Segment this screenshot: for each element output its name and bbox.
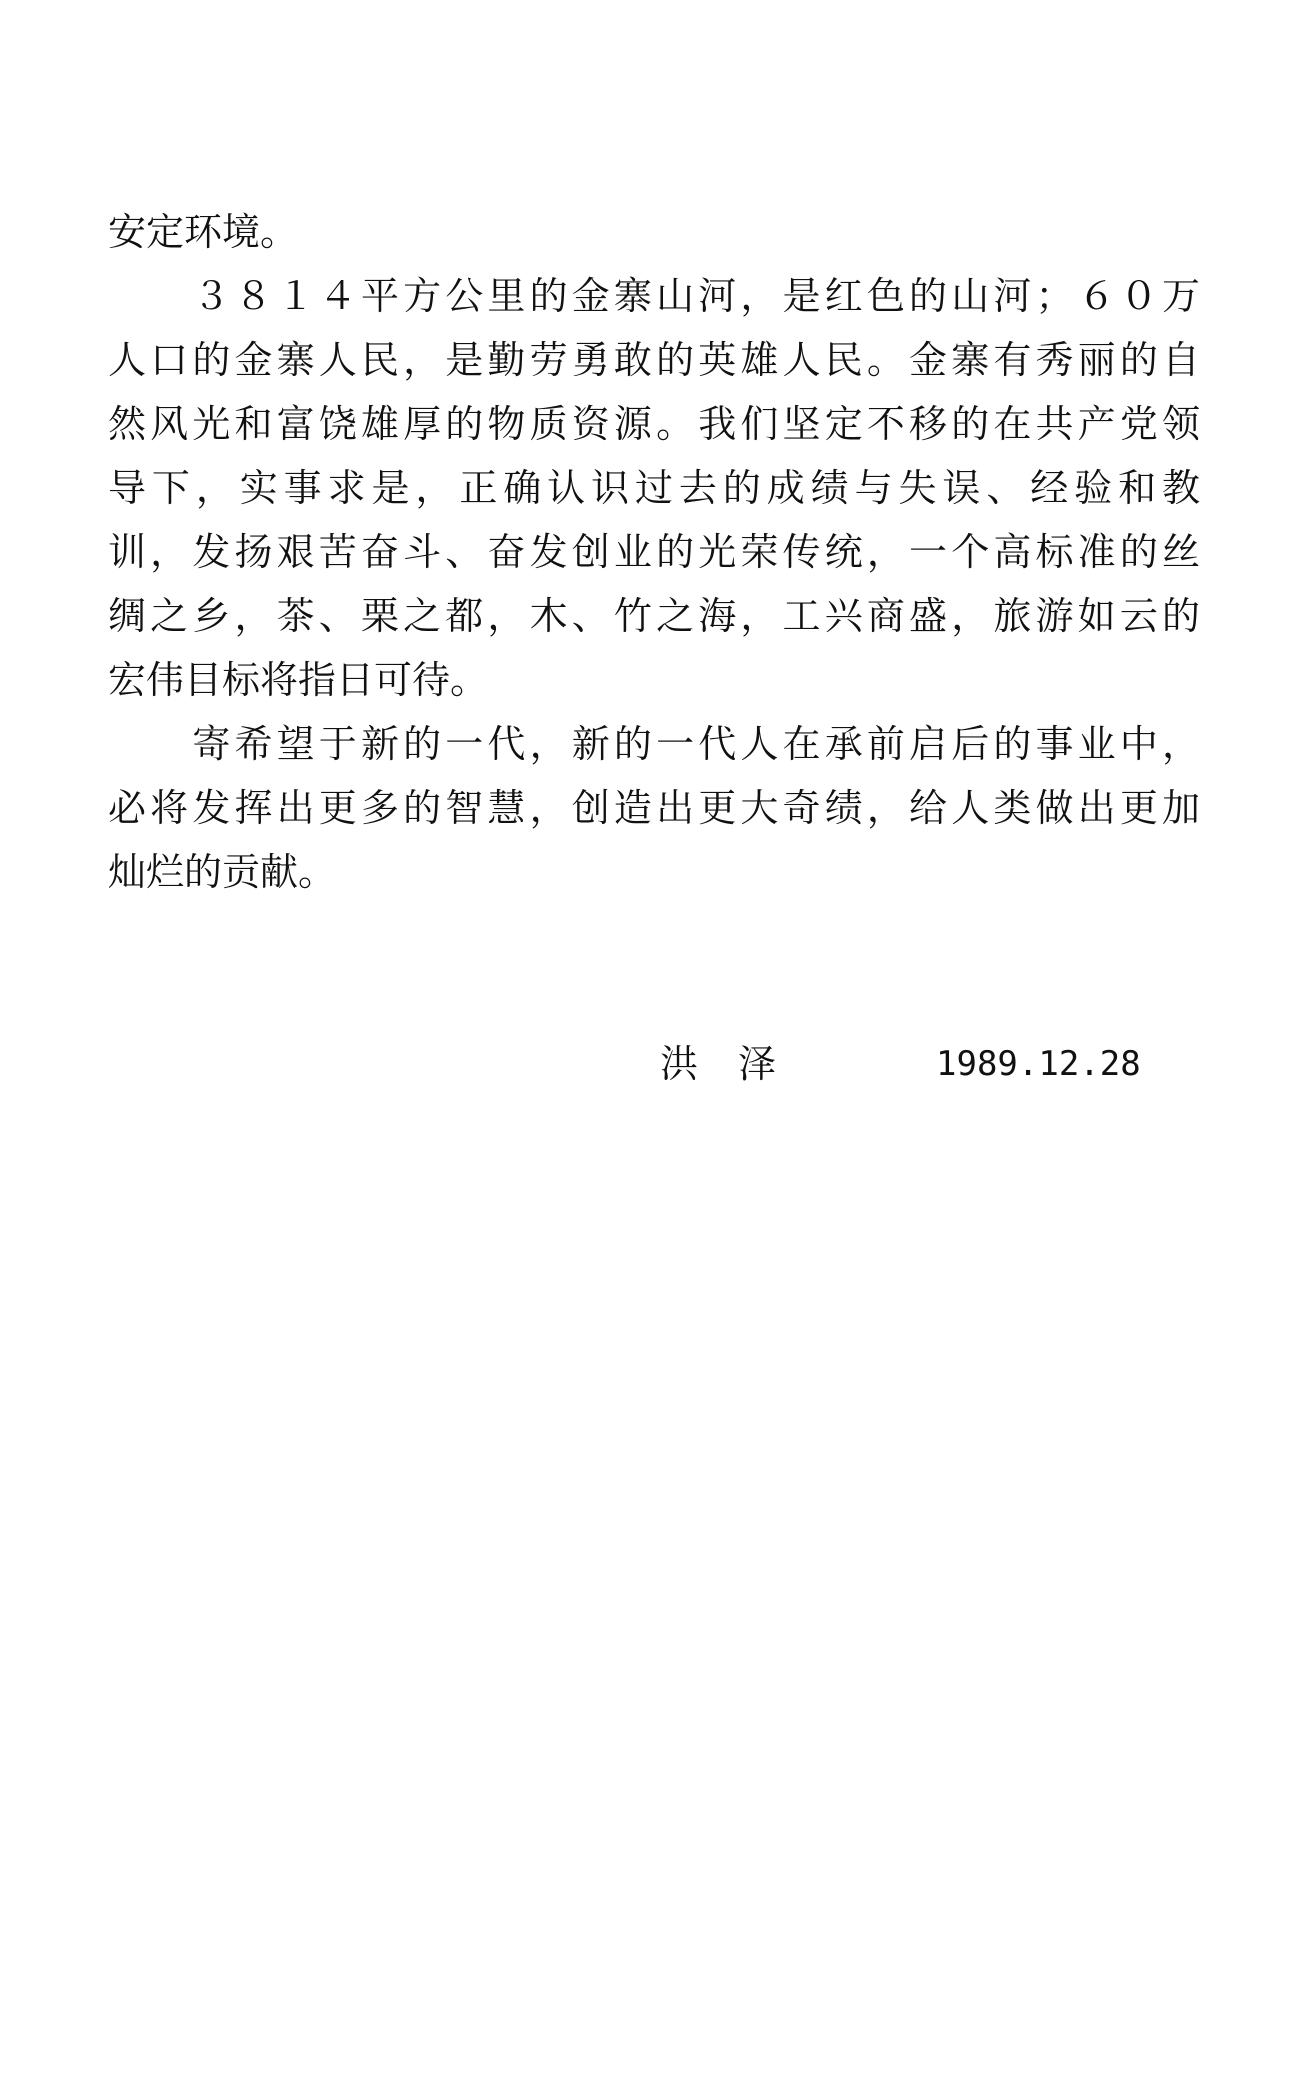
text-line: ３８１４平方公里的金寨山河，是红色的山河；６０万	[108, 274, 1200, 318]
text-line: 必将发挥出更多的智慧，创造出更大奇绩，给人类做出更加	[108, 786, 1200, 830]
body-text	[108, 200, 1200, 904]
text-line: 然风光和富饶雄厚的物质资源。我们坚定不移的在共产党领	[108, 402, 1200, 446]
signature-name: 洪泽	[660, 1042, 817, 1086]
text-line: 寄希望于新的一代，新的一代人在承前启后的事业中，	[108, 722, 1200, 766]
text-line: 训，发扬艰苦奋斗、奋发创业的光荣传统，一个高标准的丝	[108, 530, 1200, 574]
text-line: 宏伟目标将指日可待。	[108, 658, 489, 702]
text-line: 安定环境。	[108, 210, 299, 254]
text-line: 灿烂的贡献。	[108, 850, 337, 894]
text-line: 绸之乡，茶、栗之都，木、竹之海，工兴商盛，旅游如云的	[108, 594, 1200, 638]
text-line: 导下，实事求是，正确认识过去的成绩与失误、经验和教	[108, 466, 1200, 510]
signature-date: 1989.12.28	[936, 1044, 1141, 1084]
text-line: 人口的金寨人民，是勤劳勇敢的英雄人民。金寨有秀丽的自	[108, 338, 1200, 382]
